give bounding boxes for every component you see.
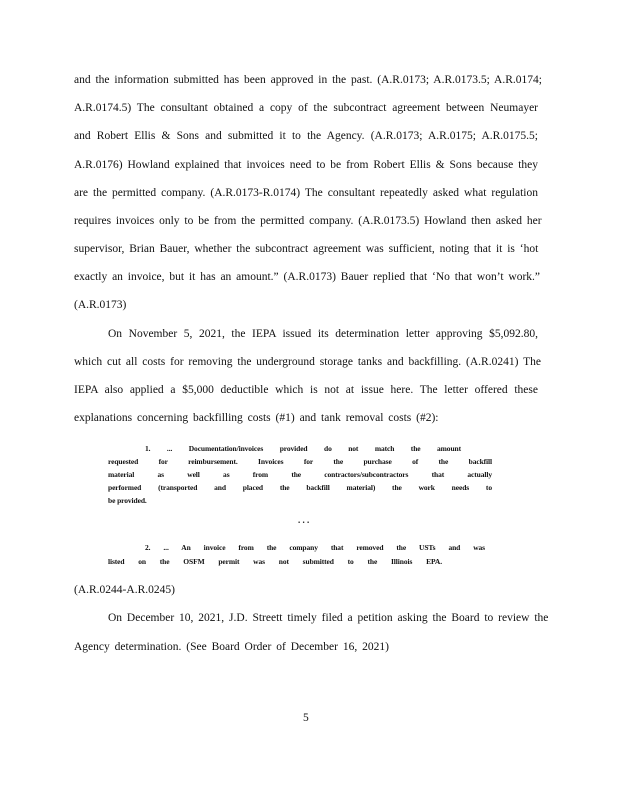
- paragraph-1-line-5: are the permitted company. (A.R.0173-R.0174) The consultant repeatedly asked what regulation: [74, 187, 538, 199]
- paragraph-3-line-2: Agency determination. (See Board Order of December 16, 2021): [74, 641, 389, 653]
- paragraph-1-line-6: requires invoices only to be from the permitted company. (A.R.0173.5) Howland then asked her: [74, 215, 542, 227]
- paragraph-1-line-9: (A.R.0173): [74, 299, 127, 311]
- quote-ellipsis: . . .: [298, 515, 310, 525]
- paragraph-1-line-8: exactly an invoice, but it has an amount.” (A.R.0173) Bauer replied that ‘No that won’t work.”: [74, 271, 541, 283]
- paragraph-1-line-1: and the information submitted has been approved in the past. (A.R.0173; A.R.0173.5; A.R.0174;: [74, 74, 542, 86]
- quote-1-line-1: 1. ... Documentation/invoices provided do not match the amount: [145, 444, 461, 453]
- paragraph-1-line-2: A.R.0174.5) The consultant obtained a copy of the subcontract agreement between Neumayer: [74, 102, 538, 114]
- quote-1-line-4: performed (transported and placed the backfill material) the work needs to: [108, 483, 492, 492]
- quote-2-line-2: listed on the OSFM permit was not submitted to the Illinois EPA.: [108, 557, 442, 566]
- quote-1-line-2: requested for reimbursement. Invoices for the purchase of the backfill: [108, 457, 492, 466]
- page-number: 5: [303, 712, 309, 724]
- paragraph-2-line-2: which cut all costs for removing the underground storage tanks and backfilling. (A.R.0241) The: [74, 356, 541, 368]
- paragraph-2-line-4: explanations concerning backfilling costs (#1) and tank removal costs (#2):: [74, 412, 439, 424]
- paragraph-1-line-4: A.R.0176) Howland explained that invoices need to be from Robert Ellis & Sons because they: [74, 159, 538, 171]
- quote-1-line-3: material as well as from the contractors/subcontractors that actually: [108, 470, 492, 479]
- quote-1-line-5: be provided.: [108, 496, 147, 505]
- paragraph-2-line-3: IEPA also applied a $5,000 deductible which is not at issue here. The letter offered these: [74, 384, 538, 396]
- paragraph-3-line-1: On December 10, 2021, J.D. Streett timely filed a petition asking the Board to review the: [108, 612, 549, 624]
- paragraph-2-line-1: On November 5, 2021, the IEPA issued its determination letter approving $5,092.80,: [108, 328, 538, 340]
- citation: (A.R.0244-A.R.0245): [74, 584, 175, 596]
- paragraph-1-line-3: and Robert Ellis & Sons and submitted it to the Agency. (A.R.0173; A.R.0175; A.R.0175.5;: [74, 130, 538, 142]
- paragraph-1-line-7: supervisor, Brian Bauer, whether the subcontract agreement was sufficient, noting that it is ‘hot: [74, 243, 539, 255]
- quote-2-line-1: 2. ... An invoice from the company that removed the USTs and was: [145, 543, 485, 552]
